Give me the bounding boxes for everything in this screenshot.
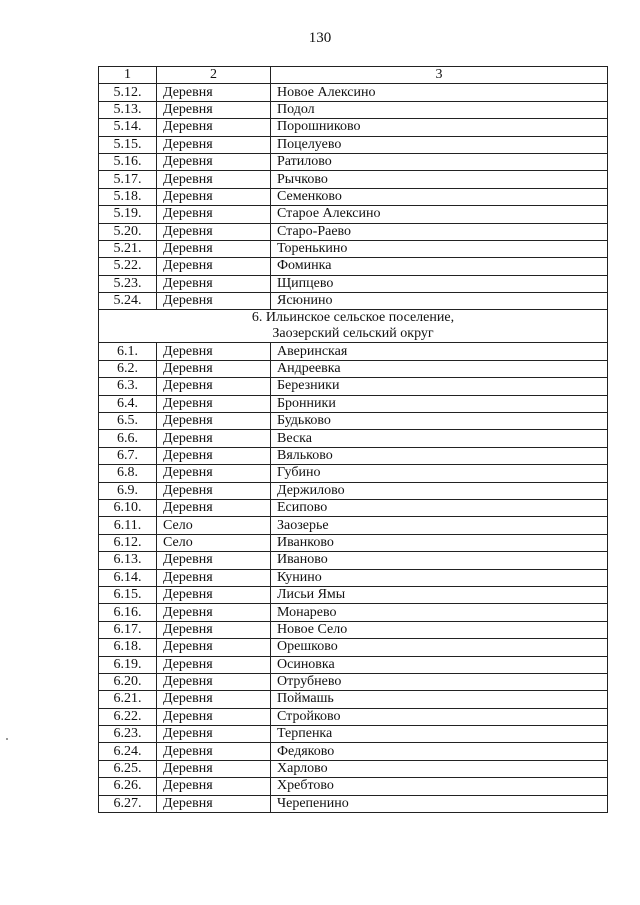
section-heading [99,310,608,343]
settlement-type: Деревня [157,413,271,430]
settlement-name: Держилово [271,482,608,499]
row-number: 5.16. [99,153,157,170]
settlement-type: Деревня [157,240,271,257]
settlement-name: Иваново [271,552,608,569]
settlement-type: Деревня [157,101,271,118]
row-number: 5.14. [99,119,157,136]
settlements-table [98,66,608,813]
settlement-type: Деревня [157,84,271,101]
settlement-name: Тоpенькино [271,240,608,257]
settlement-name: Поцелуево [271,136,608,153]
settlement-name: Старое Алексино [271,206,608,223]
row-number: 5.13. [99,101,157,118]
row-number: 6.3. [99,378,157,395]
table-row [99,656,608,673]
row-number: 6.26. [99,778,157,795]
table-row [99,795,608,812]
table-row [99,360,608,377]
settlement-type: Деревня [157,153,271,170]
table-row [99,119,608,136]
row-number: 6.19. [99,656,157,673]
row-number: 5.18. [99,188,157,205]
settlement-type: Деревня [157,621,271,638]
row-number: 5.19. [99,206,157,223]
settlement-type: Деревня [157,778,271,795]
row-number: 6.18. [99,639,157,656]
settlement-name: Фоминка [271,258,608,275]
settlement-name: Новое Алексино [271,84,608,101]
settlement-name: Харлово [271,760,608,777]
table-row [99,673,608,690]
row-number: 5.24. [99,293,157,310]
settlement-type: Деревня [157,119,271,136]
settlement-name: Ясюнино [271,293,608,310]
settlement-name: Иванково [271,534,608,551]
table-row [99,499,608,516]
table-row [99,569,608,586]
settlement-type: Деревня [157,378,271,395]
settlement-type: Деревня [157,482,271,499]
row-number: 6.11. [99,517,157,534]
settlement-name: Лисьи Ямы [271,586,608,603]
row-number: 6.13. [99,552,157,569]
table-row [99,430,608,447]
table-row [99,188,608,205]
settlement-type: Деревня [157,726,271,743]
settlement-type: Деревня [157,760,271,777]
section-heading-line-1: 6. Ильинское сельское поселение, [251,310,455,326]
table-row [99,743,608,760]
settlement-type: Деревня [157,586,271,603]
header-col-1: 1 [99,67,157,84]
table-row [99,691,608,708]
settlement-name: Щипцево [271,275,608,292]
settlement-name: Будьково [271,413,608,430]
table-row [99,275,608,292]
row-number: 6.14. [99,569,157,586]
table-row [99,621,608,638]
header-row [99,67,608,84]
settlement-name: Федяково [271,743,608,760]
settlement-type: Деревня [157,656,271,673]
settlement-type: Деревня [157,293,271,310]
table-row [99,726,608,743]
settlement-name: Осиновка [271,656,608,673]
settlement-type: Деревня [157,395,271,412]
settlement-type: Деревня [157,258,271,275]
settlement-name: Хребтово [271,778,608,795]
settlement-name: Есипово [271,499,608,516]
table-row [99,639,608,656]
row-number: 6.4. [99,395,157,412]
settlement-name: Губино [271,465,608,482]
row-number: 5.15. [99,136,157,153]
table-body [99,84,608,813]
table-row [99,604,608,621]
settlement-type: Деревня [157,136,271,153]
settlement-name: Подол [271,101,608,118]
row-number: 6.16. [99,604,157,621]
row-number: 6.5. [99,413,157,430]
settlement-name: Рычково [271,171,608,188]
settlement-type: Деревня [157,360,271,377]
table-row [99,552,608,569]
settlement-type: Деревня [157,223,271,240]
settlement-type: Село [157,517,271,534]
table-row [99,395,608,412]
settlement-name: Орешково [271,639,608,656]
settlement-name: Новое Село [271,621,608,638]
table-row [99,534,608,551]
settlement-type: Деревня [157,691,271,708]
table-header [99,67,608,84]
settlement-name: Ратилово [271,153,608,170]
settlement-name: Монарево [271,604,608,621]
table-row [99,206,608,223]
table-row [99,240,608,257]
row-number: 6.25. [99,760,157,777]
settlement-name: Семенково [271,188,608,205]
settlement-name: Черепенино [271,795,608,812]
row-number: 6.20. [99,673,157,690]
settlement-type: Деревня [157,604,271,621]
settlement-type: Деревня [157,673,271,690]
settlement-name: Бронники [271,395,608,412]
row-number: 6.21. [99,691,157,708]
settlement-type: Деревня [157,188,271,205]
table-row [99,708,608,725]
table-row [99,760,608,777]
row-number: 5.21. [99,240,157,257]
table-row [99,343,608,360]
row-number: 5.20. [99,223,157,240]
settlement-type: Деревня [157,552,271,569]
settlement-name: Заозерье [271,517,608,534]
table-row [99,517,608,534]
settlement-type: Деревня [157,639,271,656]
page-number: 130 [308,30,332,46]
settlement-name: Березники [271,378,608,395]
settlement-name: Вяльково [271,447,608,464]
table-row [99,778,608,795]
table-row [99,153,608,170]
settlement-type: Деревня [157,499,271,516]
settlement-name: Старо-Раево [271,223,608,240]
table-row [99,465,608,482]
table-row [99,84,608,101]
settlement-type: Село [157,534,271,551]
settlement-type: Деревня [157,206,271,223]
row-number: 5.12. [99,84,157,101]
row-number: 6.2. [99,360,157,377]
settlement-type: Деревня [157,343,271,360]
settlement-name: Аверинская [271,343,608,360]
row-number: 6.12. [99,534,157,551]
table-row [99,136,608,153]
row-number: 6.15. [99,586,157,603]
settlement-type: Деревня [157,708,271,725]
settlement-name: Поймашь [271,691,608,708]
table-row [99,258,608,275]
row-number: 6.10. [99,499,157,516]
row-number: 6.9. [99,482,157,499]
scan-artifact [6,738,8,740]
settlement-name: Порошниково [271,119,608,136]
row-number: 6.22. [99,708,157,725]
header-col-2: 2 [157,67,271,84]
settlement-type: Деревня [157,275,271,292]
settlement-name: Стройково [271,708,608,725]
section-heading-line-2: Заозерский сельский округ [272,326,434,342]
settlement-name: Терпенка [271,726,608,743]
row-number: 6.23. [99,726,157,743]
table-row [99,482,608,499]
settlement-type: Деревня [157,447,271,464]
settlement-type: Деревня [157,795,271,812]
row-number: 6.7. [99,447,157,464]
row-number: 6.24. [99,743,157,760]
table-row [99,101,608,118]
table-row [99,586,608,603]
table-row [99,171,608,188]
row-number: 6.27. [99,795,157,812]
row-number: 6.6. [99,430,157,447]
settlement-name: Кунино [271,569,608,586]
section-row [99,310,608,343]
settlement-name: Отрубнево [271,673,608,690]
settlement-type: Деревня [157,430,271,447]
table-row [99,378,608,395]
row-number: 6.1. [99,343,157,360]
settlement-name: Андреевка [271,360,608,377]
row-number: 5.22. [99,258,157,275]
settlement-type: Деревня [157,171,271,188]
table-row [99,413,608,430]
table-row [99,293,608,310]
row-number: 5.23. [99,275,157,292]
row-number: 6.17. [99,621,157,638]
settlement-type: Деревня [157,569,271,586]
settlement-name: Веска [271,430,608,447]
settlement-type: Деревня [157,465,271,482]
row-number: 5.17. [99,171,157,188]
settlement-type: Деревня [157,743,271,760]
header-col-3: 3 [271,67,608,84]
table-row [99,447,608,464]
row-number: 6.8. [99,465,157,482]
table-row [99,223,608,240]
